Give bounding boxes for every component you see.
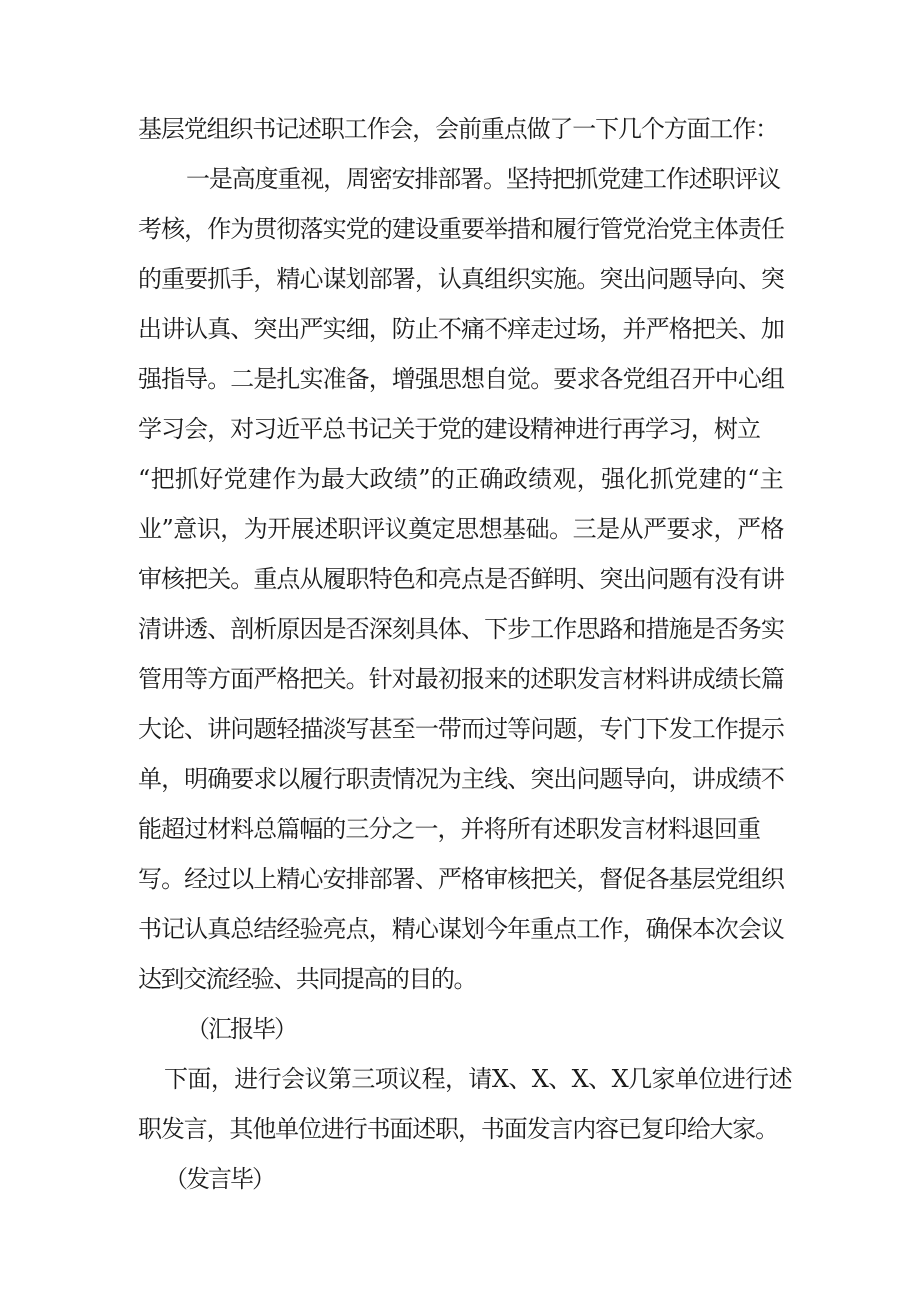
text-line: 审核把关。重点从履职特色和亮点是否鲜明、突出问题有没有讲 xyxy=(138,565,784,593)
text-line: 达到交流经验、共同提高的目的。 xyxy=(138,965,476,993)
text-line: 清讲透、剖析原因是否深刻具体、下步工作思路和措施是否务实 xyxy=(138,615,784,643)
text-line: 书记认真总结经验亮点，精心谋划今年重点工作，确保本次会议 xyxy=(138,915,784,943)
text-line: 单，明确要求以履行职责情况为主线、突出问题导向，讲成绩不 xyxy=(138,765,784,793)
text-line: 管用等方面严格把关。针对最初报来的述职发言材料讲成绩长篇 xyxy=(138,665,784,693)
text-line: 考核，作为贯彻落实党的建设重要举措和履行管党治党主体责任 xyxy=(138,215,784,243)
text-line: （发言毕） xyxy=(164,1165,274,1193)
text-line: 能超过材料总篇幅的三分之一，并将所有述职发言材料退回重 xyxy=(138,815,760,843)
text-line: 大论、讲问题轻描淡写甚至一带而过等问题，专门下发工作提示 xyxy=(138,715,784,743)
text-line: 写。经过以上精心安排部署、严格审核把关，督促各基层党组织 xyxy=(138,865,784,893)
text-line: （汇报毕） xyxy=(186,1015,296,1043)
text-line: 基层党组织书记述职工作会，会前重点做了一下几个方面工作： xyxy=(138,115,778,143)
text-line: 学习会，对习近平总书记关于党的建设精神进行再学习，树立 xyxy=(138,415,760,443)
text-line: 职发言，其他单位进行书面述职，书面发言内容已复印给大家。 xyxy=(138,1115,778,1143)
text-line: 出讲认真、突出严实细，防止不痛不痒走过场，并严格把关、加 xyxy=(138,315,784,343)
text-line: 强指导。二是扎实准备，增强思想自觉。要求各党组召开中心组 xyxy=(138,365,784,393)
text-line: “把抓好党建作为最大政绩”的正确政绩观，强化抓党建的“主 xyxy=(138,465,784,493)
text-line: 的重要抓手，精心谋划部署，认真组织实施。突出问题导向、突 xyxy=(138,265,784,293)
text-line: 一是高度重视，周密安排部署。坚持把抓党建工作述职评议 xyxy=(186,165,780,193)
text-line: 业”意识，为开展述职评议奠定思想基础。三是从严要求，严格 xyxy=(138,515,784,543)
text-line: 下面，进行会议第三项议程，请X、X、X、X几家单位进行述 xyxy=(164,1065,792,1093)
